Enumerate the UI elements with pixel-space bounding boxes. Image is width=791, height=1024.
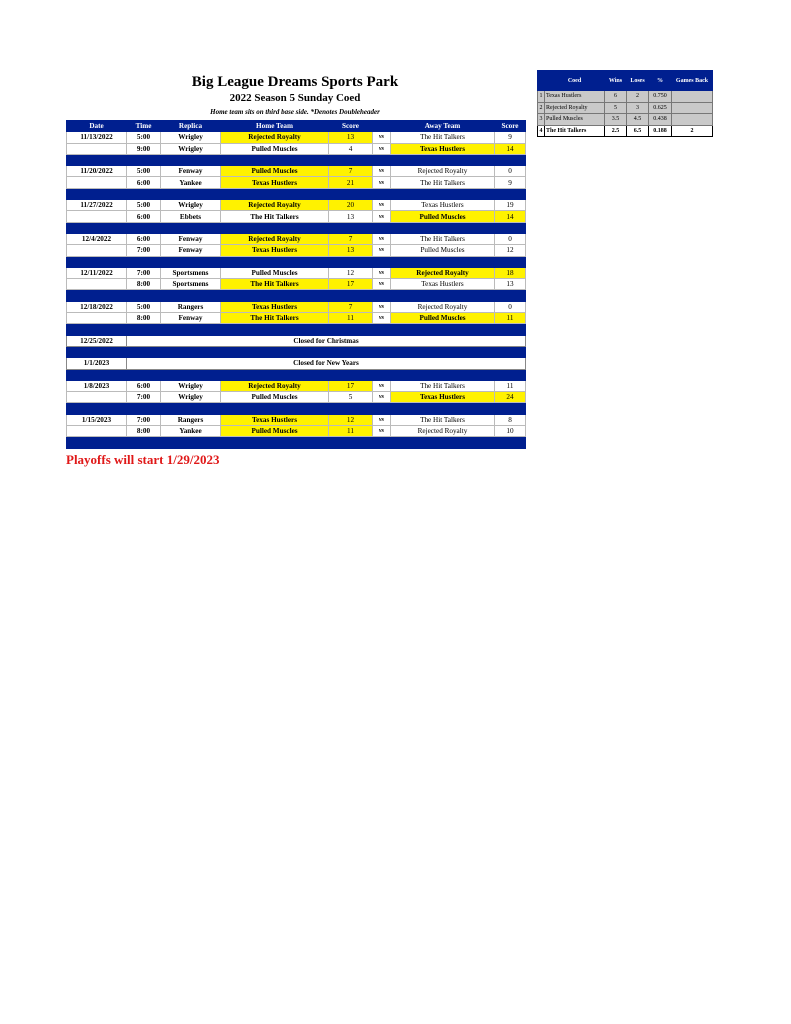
playoffs-notice: Playoffs will start 1/29/2023	[66, 452, 220, 467]
column-header-vs	[373, 121, 391, 132]
away-team: Rejected Royalty	[391, 426, 495, 437]
home-score: 5	[329, 392, 373, 403]
standings-games-back	[672, 102, 713, 114]
away-score: 9	[495, 177, 526, 188]
game-row	[67, 313, 526, 324]
week-separator	[67, 154, 526, 165]
home-team: Pulled Muscles	[221, 166, 329, 177]
field-replica: Wrigley	[161, 392, 221, 403]
home-team: Pulled Muscles	[221, 392, 329, 403]
away-score: 0	[495, 233, 526, 244]
vs-label: vs	[373, 245, 391, 256]
vs-label: vs	[373, 211, 391, 222]
home-team: The Hit Talkers	[221, 313, 329, 324]
game-time: 5:00	[127, 166, 161, 177]
standings-header-row	[538, 71, 713, 91]
game-row	[67, 267, 526, 278]
game-date: 11/20/2022	[67, 166, 127, 177]
field-replica: Ebbets	[161, 211, 221, 222]
away-team: Pulled Muscles	[391, 211, 495, 222]
away-score: 19	[495, 200, 526, 211]
vs-label: vs	[373, 200, 391, 211]
game-date: 12/18/2022	[67, 301, 127, 312]
week-separator	[67, 346, 526, 357]
away-team: The Hit Talkers	[391, 177, 495, 188]
home-team: Pulled Muscles	[221, 426, 329, 437]
away-team: Rejected Royalty	[391, 301, 495, 312]
home-score: 4	[329, 143, 373, 154]
away-team: Rejected Royalty	[391, 166, 495, 177]
closed-notice: Closed for Christmas	[127, 335, 526, 346]
game-time: 6:00	[127, 380, 161, 391]
away-team: The Hit Talkers	[391, 380, 495, 391]
away-team: The Hit Talkers	[391, 132, 495, 143]
column-header-away-score: Score	[495, 121, 526, 132]
away-score: 14	[495, 211, 526, 222]
standings-loses: 2	[627, 91, 649, 103]
vs-label: vs	[373, 426, 391, 437]
standings-pct: 0.625	[649, 102, 672, 114]
game-row	[67, 279, 526, 290]
game-date: 12/4/2022	[67, 233, 127, 244]
vs-label: vs	[373, 301, 391, 312]
game-date	[67, 211, 127, 222]
home-team: The Hit Talkers	[221, 211, 329, 222]
field-replica: Wrigley	[161, 200, 221, 211]
home-team: Rejected Royalty	[221, 233, 329, 244]
standings-loses: 6.5	[627, 125, 649, 137]
home-score: 7	[329, 233, 373, 244]
game-row	[67, 166, 526, 177]
game-date: 1/1/2023	[67, 358, 127, 369]
home-team: Texas Hustlers	[221, 245, 329, 256]
week-separator	[67, 290, 526, 301]
home-score: 13	[329, 211, 373, 222]
game-row	[67, 211, 526, 222]
field-replica: Sportsmens	[161, 279, 221, 290]
closed-row	[67, 358, 526, 369]
home-team: Rejected Royalty	[221, 380, 329, 391]
standings-rank: 4	[538, 125, 545, 137]
away-score: 13	[495, 279, 526, 290]
vs-label: vs	[373, 132, 391, 143]
game-time: 7:00	[127, 245, 161, 256]
standings-games-back: 2	[672, 125, 713, 137]
home-score: 11	[329, 426, 373, 437]
away-score: 10	[495, 426, 526, 437]
week-separator	[67, 403, 526, 414]
standings-wins: 5	[605, 102, 627, 114]
field-replica: Wrigley	[161, 380, 221, 391]
game-row	[67, 200, 526, 211]
field-replica: Fenway	[161, 166, 221, 177]
standings-pct: 0.750	[649, 91, 672, 103]
game-row	[67, 392, 526, 403]
vs-label: vs	[373, 143, 391, 154]
away-score: 0	[495, 166, 526, 177]
separator-cell	[67, 256, 526, 267]
standings-games-back	[672, 91, 713, 103]
game-date	[67, 426, 127, 437]
away-team: Texas Hustlers	[391, 279, 495, 290]
field-replica: Rangers	[161, 414, 221, 425]
away-score: 8	[495, 414, 526, 425]
standings-rank: 3	[538, 114, 545, 126]
away-team: Texas Hustlers	[391, 143, 495, 154]
game-date	[67, 279, 127, 290]
standings-loses: 4.5	[627, 114, 649, 126]
home-score: 21	[329, 177, 373, 188]
vs-label: vs	[373, 380, 391, 391]
game-time: 6:00	[127, 177, 161, 188]
away-score: 18	[495, 267, 526, 278]
standings-rank: 1	[538, 91, 545, 103]
home-score: 11	[329, 313, 373, 324]
vs-label: vs	[373, 279, 391, 290]
column-header-home-team: Home Team	[221, 121, 329, 132]
standings-header-rank	[538, 71, 545, 91]
home-score: 13	[329, 132, 373, 143]
game-row	[67, 414, 526, 425]
column-header-time: Time	[127, 121, 161, 132]
game-row	[67, 426, 526, 437]
week-separator	[67, 222, 526, 233]
game-row	[67, 301, 526, 312]
vs-label: vs	[373, 392, 391, 403]
field-replica: Fenway	[161, 313, 221, 324]
game-time: 7:00	[127, 267, 161, 278]
away-team: Texas Hustlers	[391, 200, 495, 211]
standings-team: Texas Hustlers	[545, 91, 605, 103]
game-date	[67, 177, 127, 188]
standings-team: Rejected Royalty	[545, 102, 605, 114]
standings-header-games-back: Games Back	[672, 71, 713, 91]
game-date: 11/13/2022	[67, 132, 127, 143]
field-replica: Yankee	[161, 426, 221, 437]
away-score: 24	[495, 392, 526, 403]
week-separator	[67, 324, 526, 335]
home-team: Rejected Royalty	[221, 132, 329, 143]
home-team-note: Home team sits on third base side. *Denotes Doubleheader	[210, 108, 380, 116]
separator-cell	[67, 290, 526, 301]
season-subtitle: 2022 Season 5 Sunday Coed	[229, 92, 361, 104]
standings-games-back	[672, 114, 713, 126]
standings-row	[538, 114, 713, 126]
game-time: 7:00	[127, 414, 161, 425]
vs-label: vs	[373, 233, 391, 244]
game-date: 11/27/2022	[67, 200, 127, 211]
field-replica: Fenway	[161, 233, 221, 244]
game-date	[67, 392, 127, 403]
field-replica: Wrigley	[161, 143, 221, 154]
column-header-away-team: Away Team	[391, 121, 495, 132]
standings-header-pct: %	[649, 71, 672, 91]
standings-wins: 6	[605, 91, 627, 103]
game-row	[67, 177, 526, 188]
vs-label: vs	[373, 414, 391, 425]
week-separator	[67, 369, 526, 380]
away-score: 9	[495, 132, 526, 143]
home-score: 17	[329, 380, 373, 391]
game-date	[67, 313, 127, 324]
field-replica: Sportsmens	[161, 267, 221, 278]
field-replica: Rangers	[161, 301, 221, 312]
week-separator	[67, 256, 526, 267]
column-header-date: Date	[67, 121, 127, 132]
standings-header-coed: Coed	[545, 71, 605, 91]
closed-row	[67, 335, 526, 346]
home-team: Pulled Muscles	[221, 267, 329, 278]
game-time: 5:00	[127, 301, 161, 312]
separator-cell	[67, 437, 526, 448]
standings-rank: 2	[538, 102, 545, 114]
field-replica: Wrigley	[161, 132, 221, 143]
standings-row	[538, 91, 713, 103]
page-title: Big League Dreams Sports Park	[191, 74, 399, 90]
home-score: 12	[329, 414, 373, 425]
home-team: Rejected Royalty	[221, 200, 329, 211]
standings-wins: 3.5	[605, 114, 627, 126]
away-score: 14	[495, 143, 526, 154]
game-time: 8:00	[127, 313, 161, 324]
separator-cell	[67, 346, 526, 357]
home-score: 17	[329, 279, 373, 290]
away-score: 0	[495, 301, 526, 312]
column-header-home-score: Score	[329, 121, 373, 132]
separator-cell	[67, 188, 526, 199]
away-team: Pulled Muscles	[391, 313, 495, 324]
home-score: 7	[329, 301, 373, 312]
game-time: 5:00	[127, 200, 161, 211]
game-date: 1/8/2023	[67, 380, 127, 391]
standings-row	[538, 102, 713, 114]
home-team: The Hit Talkers	[221, 279, 329, 290]
standings-header-wins: Wins	[605, 71, 627, 91]
away-team: The Hit Talkers	[391, 233, 495, 244]
separator-cell	[67, 324, 526, 335]
standings-loses: 3	[627, 102, 649, 114]
game-date	[67, 245, 127, 256]
game-row	[67, 143, 526, 154]
separator-cell	[67, 369, 526, 380]
vs-label: vs	[373, 166, 391, 177]
home-team: Texas Hustlers	[221, 177, 329, 188]
away-team: Texas Hustlers	[391, 392, 495, 403]
separator-cell	[67, 403, 526, 414]
away-score: 11	[495, 313, 526, 324]
away-team: The Hit Talkers	[391, 414, 495, 425]
game-date: 12/25/2022	[67, 335, 127, 346]
separator-cell	[67, 222, 526, 233]
game-date: 12/11/2022	[67, 267, 127, 278]
week-separator	[67, 437, 526, 448]
standings-header-loses: Loses	[627, 71, 649, 91]
field-replica: Fenway	[161, 245, 221, 256]
game-row	[67, 380, 526, 391]
standings-pct: 0.438	[649, 114, 672, 126]
field-replica: Yankee	[161, 177, 221, 188]
game-time: 9:00	[127, 143, 161, 154]
home-team: Texas Hustlers	[221, 414, 329, 425]
standings-table	[537, 70, 713, 137]
home-score: 20	[329, 200, 373, 211]
separator-cell	[67, 154, 526, 165]
column-header-replica: Replica	[161, 121, 221, 132]
away-team: Rejected Royalty	[391, 267, 495, 278]
week-separator	[67, 188, 526, 199]
standings-team: Pulled Muscles	[545, 114, 605, 126]
home-team: Pulled Muscles	[221, 143, 329, 154]
game-row	[67, 132, 526, 143]
standings-wins: 2.5	[605, 125, 627, 137]
game-time: 8:00	[127, 426, 161, 437]
vs-label: vs	[373, 177, 391, 188]
game-time: 7:00	[127, 392, 161, 403]
home-score: 13	[329, 245, 373, 256]
game-time: 5:00	[127, 132, 161, 143]
schedule-header-row	[67, 121, 526, 132]
game-time: 8:00	[127, 279, 161, 290]
game-row	[67, 245, 526, 256]
vs-label: vs	[373, 267, 391, 278]
away-score: 11	[495, 380, 526, 391]
away-score: 12	[495, 245, 526, 256]
vs-label: vs	[373, 313, 391, 324]
home-score: 7	[329, 166, 373, 177]
home-score: 12	[329, 267, 373, 278]
closed-notice: Closed for New Years	[127, 358, 526, 369]
game-date: 1/15/2023	[67, 414, 127, 425]
standings-team: The Hit Talkers	[545, 125, 605, 137]
schedule-table	[66, 120, 526, 449]
game-date	[67, 143, 127, 154]
away-team: Pulled Muscles	[391, 245, 495, 256]
home-team: Texas Hustlers	[221, 301, 329, 312]
game-time: 6:00	[127, 233, 161, 244]
standings-row	[538, 125, 713, 137]
game-row	[67, 233, 526, 244]
standings-pct: 0.188	[649, 125, 672, 137]
game-time: 6:00	[127, 211, 161, 222]
